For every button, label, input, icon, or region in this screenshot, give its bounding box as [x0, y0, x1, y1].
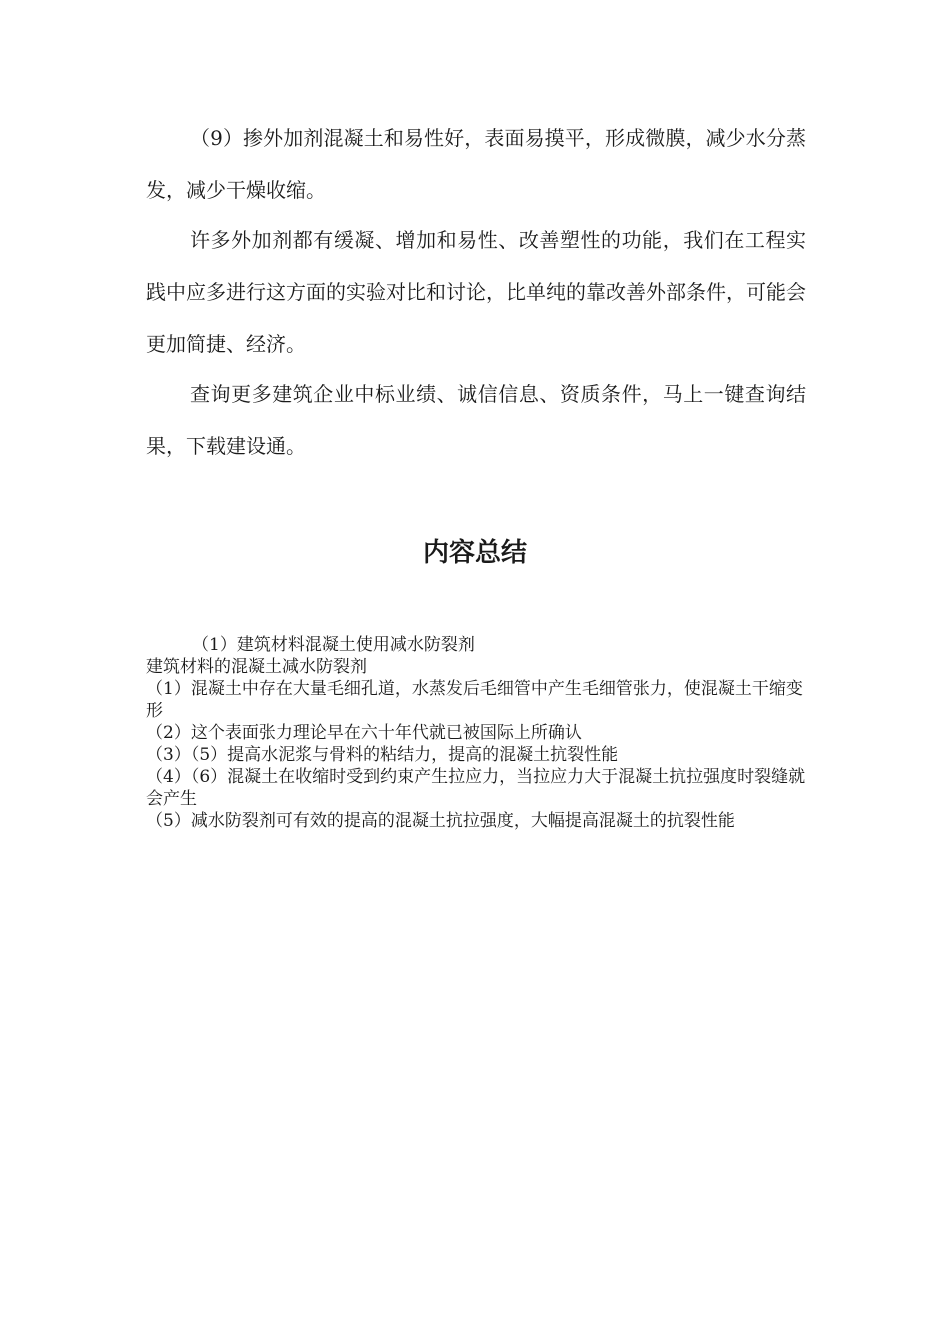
- summary-line: （3）（5）提高水泥浆与骨料的粘结力，提高的混凝土抗裂性能: [146, 745, 619, 765]
- summary-line: 建筑材料的混凝土减水防裂剂: [146, 657, 367, 677]
- summary-line: （4）（6）混凝土在收缩时受到约束产生拉应力，当拉应力大于混凝土抗拉强度时裂缝就会产生: [146, 767, 806, 809]
- paragraph-query-promo: 查询更多建筑企业中标业绩、诚信信息、资质条件，马上一键查询结果，下载建设通。: [146, 382, 806, 458]
- summary-line: （2）这个表面张力理论早在六十年代就已被国际上所确认: [146, 723, 582, 743]
- paragraph-admixture-functions: 许多外加剂都有缓凝、增加和易性、改善塑性的功能，我们在工程实践中应多进行这方面的实验对比和讨论，比单纯的靠改善外部条件，可能会更加简捷、经济。: [146, 228, 806, 356]
- summary-block: [146, 634, 806, 832]
- summary-line: （1）建筑材料混凝土使用减水防裂剂: [192, 635, 475, 655]
- summary-title: 内容总结: [422, 538, 527, 568]
- paragraph-9-admixture: （9）掺外加剂混凝土和易性好，表面易摸平，形成微膜，减少水分蒸发，减少干燥收缩。: [146, 126, 806, 202]
- summary-line: （1）混凝土中存在大量毛细孔道，水蒸发后毛细管中产生毛细管张力，使混凝土干缩变形: [146, 679, 803, 721]
- summary-line: （5）减水防裂剂可有效的提高的混凝土抗拉强度，大幅提高混凝土的抗裂性能: [146, 811, 735, 831]
